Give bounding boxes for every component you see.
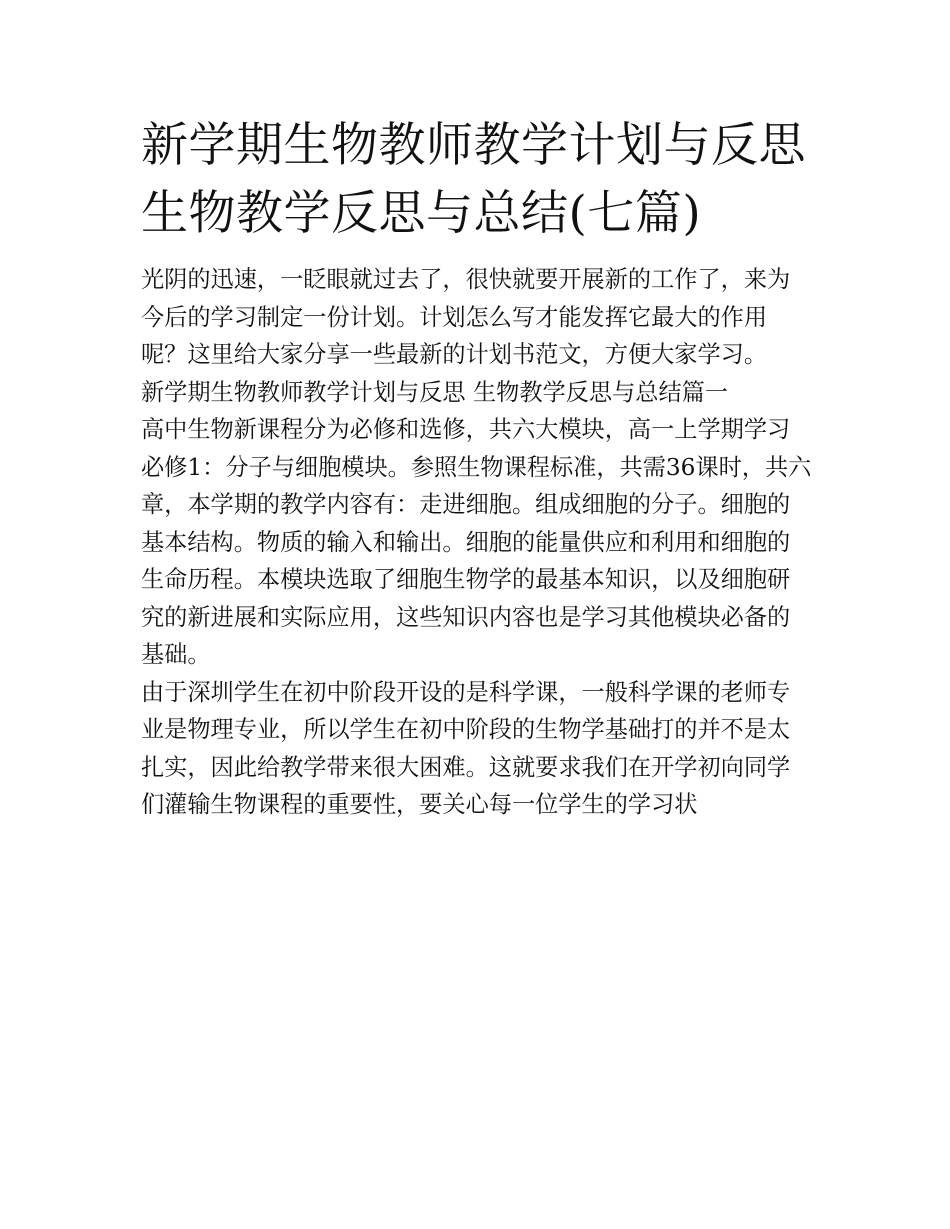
body-paragraph: 由于深圳学生在初中阶段开设的是科学课，一般科学课的老师专业是物理专业，所以学生在初中阶段的生物学基础打的并不是太扎实，因此给教学带来很大困难。这就要求我们在开学初向同学们灌输生物课程的重要性，要关心每一位学生的学习状 [141,678,791,818]
document-page [141,112,813,824]
section-heading: 新学期生物教师教学计划与反思 生物教学反思与总结篇一 [141,378,729,406]
document-title: 新学期生物教师教学计划与反思 生物教学反思与总结(七篇) [141,118,806,241]
intro-paragraph: 光阴的迅速，一眨眼就过去了，很快就要开展新的工作了，来为今后的学习制定一份计划。计划怎么写才能发挥它最大的作用呢？这里给大家分享一些最新的计划书范文，方便大家学习。 [141,266,791,368]
body-paragraph: 高中生物新课程分为必修和选修，共六大模块，高一上学期学习必修1：分子与细胞模块。参照生物课程标准，共需36课时，共六章，本学期的教学内容有：走进细胞。组成细胞的分子。细胞的基本结构。物质的输入和输出。细胞的能量供应和利用和细胞的生命历程。本模块选取了细胞生物学的最基本知识，以及细胞研究的新进展和实际应用，这些知识内容也是学习其他模块必备的基础。 [141,416,812,668]
